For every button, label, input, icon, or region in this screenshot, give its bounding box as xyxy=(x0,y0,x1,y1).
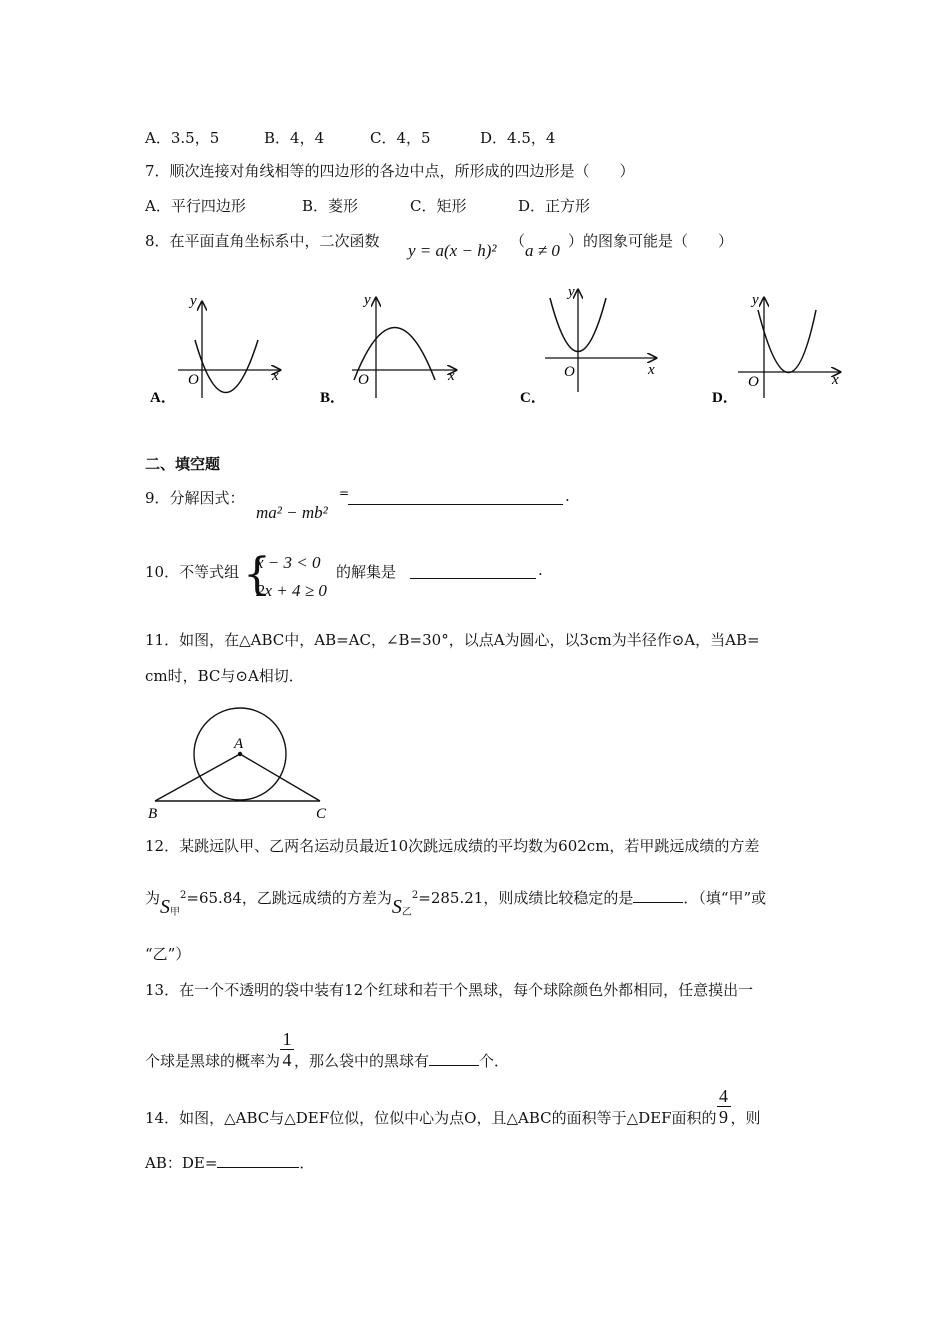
q7-option-d: D．正方形 xyxy=(518,197,591,215)
q7-stem: 7．顺次连接对角线相等的四边形的各边中点，所形成的四边形是（ ） xyxy=(145,162,635,180)
q11-line1: 11．如图，在△ABC中，AB=AC，∠B=30°，以点A为圆心，以3cm为半径作⊙A，当AB= xyxy=(145,631,760,649)
graph-a-x-label: x xyxy=(272,368,279,384)
label-b: B xyxy=(148,806,158,822)
graph-c-x-label: x xyxy=(648,362,655,378)
q14-text-a: 14．如图，△ABC与△DEF位似，位似中心为点O，且△ABC的面积等于△DEF面积的 xyxy=(145,1108,717,1127)
q8-condition: a ≠ 0 xyxy=(525,241,560,260)
q13-text-a: 个球是黑球的概率为 xyxy=(145,1051,281,1070)
q6-option-d: D．4.5，4 xyxy=(480,129,556,147)
q12-s-jia-sup: 2 xyxy=(180,890,187,901)
q14-line2 xyxy=(145,1152,314,1173)
q8-formula: y = a(x − h)² xyxy=(408,241,497,260)
q8-paren-open: （ xyxy=(510,232,526,250)
q12-s-yi-sup: 2 xyxy=(411,890,419,901)
q13-frac-den: 4 xyxy=(282,1050,292,1070)
q14-end: ． xyxy=(299,1154,315,1172)
q6-option-b: B．4，4 xyxy=(264,129,325,147)
q14-text-b: ，则 xyxy=(730,1108,761,1127)
q10-suffix: 的解集是 xyxy=(336,563,397,581)
q9-equals: = xyxy=(339,486,350,500)
segment-ac xyxy=(240,754,320,801)
q12-line3: “乙”） xyxy=(145,945,191,963)
q14-fraction xyxy=(717,1086,731,1127)
q9-answer-line xyxy=(348,487,563,509)
q6-option-c: C．4，5 xyxy=(370,129,431,147)
q13-frac-num: 1 xyxy=(282,1029,292,1049)
q13-line1: 13．在一个不透明的袋中装有12个红球和若干个黑球，每个球除颜色外都相同，任意摸出一 xyxy=(145,981,754,999)
q8-suffix: ）的图象可能是（ ） xyxy=(568,232,734,250)
graph-c xyxy=(520,284,656,406)
label-a: A xyxy=(234,736,244,752)
q14-answer-line xyxy=(217,1153,299,1168)
q9-end: . xyxy=(565,487,570,505)
graph-d xyxy=(712,292,840,406)
q12-s-yi-sub: 乙 xyxy=(401,907,412,918)
graph-b xyxy=(320,292,456,406)
graph-d-parabola xyxy=(758,310,816,373)
q14-line1 xyxy=(145,1086,761,1127)
q12-line2-end: ．（填“甲”或 xyxy=(683,889,767,907)
section-fill-in-title: 二、填空题 xyxy=(145,455,221,473)
graph-b-x-label: x xyxy=(448,368,455,384)
q7-option-b: B．菱形 xyxy=(302,197,359,215)
label-c: C xyxy=(316,806,327,822)
graph-a-label: A． xyxy=(150,390,176,406)
q12-s-jia: S xyxy=(160,896,171,918)
graph-a xyxy=(150,293,280,406)
graph-b-label: B． xyxy=(320,390,346,406)
graph-d-x-label: x xyxy=(832,372,839,388)
q8-prefix: 8．在平面直角坐标系中，二次函数 xyxy=(145,232,380,250)
q13-text-b: ，那么袋中的黑球有 xyxy=(294,1051,430,1070)
q11-figure xyxy=(140,700,340,825)
graph-a-parabola xyxy=(195,340,258,393)
q12-s-yi-value: =285.21，则成绩比较稳定的是 xyxy=(418,889,634,907)
graph-d-y-label: y xyxy=(752,292,759,308)
q10-line1: x − 3 < 0 xyxy=(256,553,321,572)
q9-expression: ma² − mb² xyxy=(256,503,328,522)
q13-line2 xyxy=(145,1029,509,1070)
graph-c-y-label: y xyxy=(568,284,575,300)
q14-frac-den: 9 xyxy=(719,1107,729,1127)
q12-s-jia-value: =65.84，乙跳远成绩的方差为 xyxy=(186,889,392,907)
q13-answer-line xyxy=(429,1051,479,1066)
q7-option-c: C．矩形 xyxy=(410,197,467,215)
graph-a-y-label: y xyxy=(190,293,197,309)
q7-option-a: A．平行四边形 xyxy=(145,197,246,215)
q12-s-jia-sub: 甲 xyxy=(170,907,181,918)
graph-b-origin: O xyxy=(358,372,369,388)
q8-graphs xyxy=(140,280,860,410)
center-point-a xyxy=(238,752,242,756)
graph-c-origin: O xyxy=(564,364,575,380)
graph-d-origin: O xyxy=(748,374,759,390)
q13-fraction xyxy=(280,1029,294,1070)
q12-line1: 12．某跳远队甲、乙两名运动员最近10次跳远成绩的平均数为602cm，若甲跳远成绩的方差 xyxy=(145,837,760,855)
q14-frac-num: 4 xyxy=(719,1086,729,1106)
graph-d-label: D． xyxy=(712,390,738,406)
q10-brace: { xyxy=(243,549,271,600)
q13-end: 个． xyxy=(479,1051,510,1070)
graph-a-origin: O xyxy=(188,372,199,388)
q9-prefix: 9．分解因式： xyxy=(145,489,245,507)
segment-ab xyxy=(155,754,240,801)
q6-option-a: A．3.5，5 xyxy=(145,129,220,147)
q12-answer-line xyxy=(633,888,683,903)
q10-prefix: 10．不等式组 xyxy=(145,563,240,581)
q10-end: . xyxy=(538,561,543,579)
q12-for: 为 xyxy=(145,889,161,907)
graph-c-label: C． xyxy=(520,390,546,406)
q10-answer-line xyxy=(410,561,536,583)
q12-line2 xyxy=(145,886,767,918)
q12-s-yi: S xyxy=(391,896,402,918)
q14-text-c: AB：DE= xyxy=(145,1154,218,1172)
q11-line2: cm时，BC与⊙A相切． xyxy=(145,667,304,685)
q10-line2: 2x + 4 ≥ 0 xyxy=(256,581,327,600)
graph-b-y-label: y xyxy=(364,292,371,308)
